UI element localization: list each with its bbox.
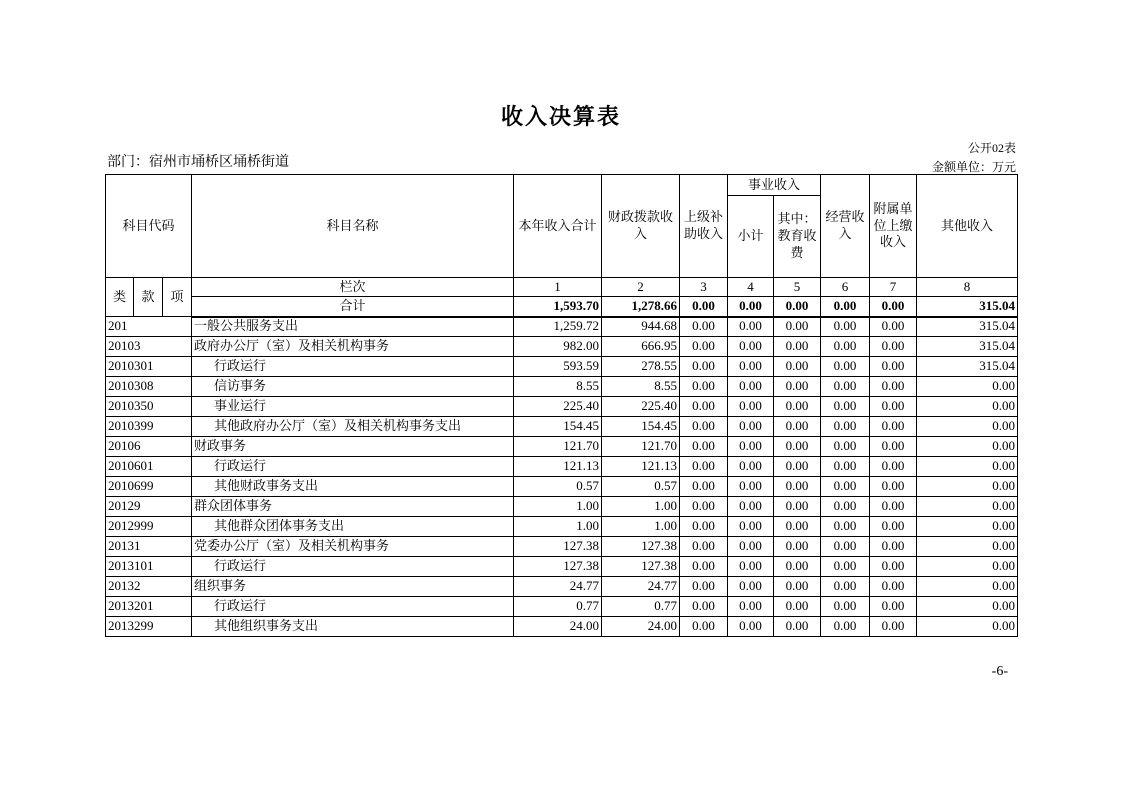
value-cell-col5: 0.00	[774, 617, 821, 637]
value-cell-col5: 0.00	[774, 497, 821, 517]
value-cell-col6: 0.00	[821, 437, 870, 457]
total-value-col2: 1,278.66	[602, 297, 680, 317]
amount-unit-label: 金额单位：万元	[931, 160, 1016, 174]
table-row	[106, 417, 1018, 437]
value-cell-col3: 0.00	[680, 317, 728, 337]
value-cell-col7: 0.00	[870, 557, 917, 577]
subject-name-cell: 信访事务	[192, 377, 514, 397]
total-value-col5: 0.00	[774, 297, 821, 317]
value-cell-col8: 0.00	[917, 477, 1018, 497]
value-cell-col5: 0.00	[774, 317, 821, 337]
value-cell-col1: 127.38	[514, 557, 602, 577]
value-cell-col4: 0.00	[728, 537, 774, 557]
value-cell-col7: 0.00	[870, 597, 917, 617]
value-cell-col4: 0.00	[728, 477, 774, 497]
value-cell-col3: 0.00	[680, 537, 728, 557]
value-cell-col3: 0.00	[680, 337, 728, 357]
header-col-1: 1	[514, 278, 602, 297]
value-cell-col8: 315.04	[917, 317, 1018, 337]
value-cell-col5: 0.00	[774, 337, 821, 357]
value-cell-col2: 278.55	[602, 357, 680, 377]
value-cell-col4: 0.00	[728, 397, 774, 417]
table-row	[106, 397, 1018, 417]
value-cell-col3: 0.00	[680, 597, 728, 617]
value-cell-col7: 0.00	[870, 417, 917, 437]
value-cell-col4: 0.00	[728, 357, 774, 377]
subject-name-cell: 组织事务	[192, 577, 514, 597]
subject-code-cell: 2010308	[106, 377, 192, 397]
value-cell-col1: 982.00	[514, 337, 602, 357]
income-final-accounts-table	[105, 174, 1018, 637]
value-cell-col6: 0.00	[821, 497, 870, 517]
value-cell-col2: 154.45	[602, 417, 680, 437]
subject-name-cell: 党委办公厅（室）及相关机构事务	[192, 537, 514, 557]
subject-code-cell: 2013299	[106, 617, 192, 637]
header-business-income: 事业收入	[728, 175, 821, 196]
value-cell-col4: 0.00	[728, 557, 774, 577]
value-cell-col3: 0.00	[680, 437, 728, 457]
value-cell-col8: 0.00	[917, 517, 1018, 537]
value-cell-col8: 0.00	[917, 557, 1018, 577]
value-cell-col5: 0.00	[774, 537, 821, 557]
table-row	[106, 497, 1018, 517]
value-cell-col7: 0.00	[870, 577, 917, 597]
value-cell-col4: 0.00	[728, 317, 774, 337]
form-number-label: 公开02表	[967, 141, 1016, 155]
value-cell-col5: 0.00	[774, 377, 821, 397]
value-cell-col7: 0.00	[870, 457, 917, 477]
value-cell-col4: 0.00	[728, 517, 774, 537]
value-cell-col6: 0.00	[821, 417, 870, 437]
value-cell-col6: 0.00	[821, 477, 870, 497]
subject-name-cell: 一般公共服务支出	[192, 317, 514, 337]
table-row	[106, 377, 1018, 397]
page-title: 收入决算表	[500, 104, 621, 129]
table-row	[106, 517, 1018, 537]
subject-code-cell: 20106	[106, 437, 192, 457]
value-cell-col2: 0.77	[602, 597, 680, 617]
subject-name-cell: 其他群众团体事务支出	[192, 517, 514, 537]
value-cell-col2: 8.55	[602, 377, 680, 397]
value-cell-col6: 0.00	[821, 457, 870, 477]
total-value-col3: 0.00	[680, 297, 728, 317]
value-cell-col2: 24.00	[602, 617, 680, 637]
value-cell-col3: 0.00	[680, 397, 728, 417]
value-cell-col1: 593.59	[514, 357, 602, 377]
value-cell-col4: 0.00	[728, 437, 774, 457]
value-cell-col5: 0.00	[774, 417, 821, 437]
value-cell-col8: 0.00	[917, 577, 1018, 597]
table-row	[106, 537, 1018, 557]
subject-code-cell: 20131	[106, 537, 192, 557]
table-row	[106, 577, 1018, 597]
value-cell-col4: 0.00	[728, 457, 774, 477]
subject-name-cell: 群众团体事务	[192, 497, 514, 517]
subject-code-cell: 201	[106, 317, 192, 337]
table-row	[106, 457, 1018, 477]
value-cell-col6: 0.00	[821, 537, 870, 557]
value-cell-col5: 0.00	[774, 457, 821, 477]
value-cell-col8: 315.04	[917, 337, 1018, 357]
value-cell-col2: 121.13	[602, 457, 680, 477]
page-number: -6-	[991, 664, 1008, 679]
value-cell-col4: 0.00	[728, 417, 774, 437]
value-cell-col2: 0.57	[602, 477, 680, 497]
subject-name-cell: 政府办公厅（室）及相关机构事务	[192, 337, 514, 357]
header-subject-code: 科目代码	[106, 175, 192, 278]
value-cell-col7: 0.00	[870, 517, 917, 537]
table-header	[106, 175, 1018, 317]
table-row	[106, 317, 1018, 337]
subject-code-cell: 2010699	[106, 477, 192, 497]
value-cell-col8: 0.00	[917, 537, 1018, 557]
value-cell-col7: 0.00	[870, 437, 917, 457]
total-value-col6: 0.00	[821, 297, 870, 317]
subject-name-cell: 其他组织事务支出	[192, 617, 514, 637]
value-cell-col6: 0.00	[821, 317, 870, 337]
subject-name-cell: 其他政府办公厅（室）及相关机构事务支出	[192, 417, 514, 437]
value-cell-col8: 0.00	[917, 437, 1018, 457]
value-cell-col5: 0.00	[774, 577, 821, 597]
header-business-education-fee: 其中：教育收费	[774, 196, 821, 278]
value-cell-col8: 0.00	[917, 377, 1018, 397]
value-cell-col1: 121.70	[514, 437, 602, 457]
header-col-8: 8	[917, 278, 1018, 297]
subject-name-cell: 事业运行	[192, 397, 514, 417]
value-cell-col4: 0.00	[728, 577, 774, 597]
table-row	[106, 557, 1018, 577]
value-cell-col3: 0.00	[680, 577, 728, 597]
total-value-col1: 1,593.70	[514, 297, 602, 317]
value-cell-col2: 944.68	[602, 317, 680, 337]
value-cell-col5: 0.00	[774, 477, 821, 497]
total-row-label: 合计	[192, 297, 514, 317]
value-cell-col4: 0.00	[728, 497, 774, 517]
subject-code-cell: 2010601	[106, 457, 192, 477]
value-cell-col1: 225.40	[514, 397, 602, 417]
value-cell-col7: 0.00	[870, 497, 917, 517]
header-col-2: 2	[602, 278, 680, 297]
value-cell-col3: 0.00	[680, 457, 728, 477]
value-cell-col6: 0.00	[821, 617, 870, 637]
total-value-col4: 0.00	[728, 297, 774, 317]
value-cell-col3: 0.00	[680, 557, 728, 577]
value-cell-col5: 0.00	[774, 357, 821, 377]
table-row	[106, 617, 1018, 637]
subject-code-cell: 2010399	[106, 417, 192, 437]
header-fiscal-appropriation: 财政拨款收入	[602, 175, 680, 278]
value-cell-col2: 127.38	[602, 557, 680, 577]
value-cell-col6: 0.00	[821, 597, 870, 617]
value-cell-col4: 0.00	[728, 597, 774, 617]
header-business-subtotal: 小计	[728, 196, 774, 278]
value-cell-col1: 0.57	[514, 477, 602, 497]
value-cell-col1: 8.55	[514, 377, 602, 397]
header-current-year-total: 本年收入合计	[514, 175, 602, 278]
table-row	[106, 437, 1018, 457]
value-cell-col6: 0.00	[821, 577, 870, 597]
header-operating-income: 经营收入	[821, 175, 870, 278]
value-cell-col1: 1.00	[514, 497, 602, 517]
subject-code-cell: 2010301	[106, 357, 192, 377]
value-cell-col3: 0.00	[680, 357, 728, 377]
subject-code-cell: 20103	[106, 337, 192, 357]
value-cell-col2: 121.70	[602, 437, 680, 457]
header-col-5: 5	[774, 278, 821, 297]
value-cell-col1: 0.77	[514, 597, 602, 617]
value-cell-col6: 0.00	[821, 357, 870, 377]
header-lanci: 栏次	[192, 278, 514, 297]
value-cell-col3: 0.00	[680, 417, 728, 437]
table-row	[106, 477, 1018, 497]
value-cell-col3: 0.00	[680, 477, 728, 497]
total-value-col7: 0.00	[870, 297, 917, 317]
value-cell-col8: 0.00	[917, 497, 1018, 517]
value-cell-col2: 225.40	[602, 397, 680, 417]
value-cell-col5: 0.00	[774, 557, 821, 577]
header-col-4: 4	[728, 278, 774, 297]
value-cell-col6: 0.00	[821, 557, 870, 577]
subject-code-cell: 20132	[106, 577, 192, 597]
subject-code-cell: 20129	[106, 497, 192, 517]
subject-code-cell: 2010350	[106, 397, 192, 417]
header-col-6: 6	[821, 278, 870, 297]
value-cell-col4: 0.00	[728, 337, 774, 357]
value-cell-col3: 0.00	[680, 497, 728, 517]
value-cell-col5: 0.00	[774, 437, 821, 457]
value-cell-col2: 1.00	[602, 497, 680, 517]
header-code-xiang: 项	[163, 278, 192, 317]
department-label: 部门：宿州市埇桥区埇桥街道	[107, 155, 289, 170]
value-cell-col8: 0.00	[917, 597, 1018, 617]
value-cell-col1: 24.00	[514, 617, 602, 637]
value-cell-col1: 121.13	[514, 457, 602, 477]
subject-name-cell: 行政运行	[192, 357, 514, 377]
value-cell-col5: 0.00	[774, 517, 821, 537]
subject-code-cell: 2013101	[106, 557, 192, 577]
value-cell-col6: 0.00	[821, 397, 870, 417]
value-cell-col5: 0.00	[774, 397, 821, 417]
header-superior-subsidy: 上级补助收入	[680, 175, 728, 278]
value-cell-col8: 0.00	[917, 457, 1018, 477]
subject-name-cell: 行政运行	[192, 457, 514, 477]
value-cell-col7: 0.00	[870, 537, 917, 557]
value-cell-col3: 0.00	[680, 517, 728, 537]
value-cell-col7: 0.00	[870, 317, 917, 337]
subject-name-cell: 其他财政事务支出	[192, 477, 514, 497]
total-row	[106, 297, 1018, 317]
header-subject-name: 科目名称	[192, 175, 514, 278]
header-col-3: 3	[680, 278, 728, 297]
value-cell-col8: 0.00	[917, 417, 1018, 437]
value-cell-col7: 0.00	[870, 337, 917, 357]
subject-code-cell: 2013201	[106, 597, 192, 617]
value-cell-col3: 0.00	[680, 377, 728, 397]
header-affiliated-remit: 附属单位上缴收入	[870, 175, 917, 278]
value-cell-col6: 0.00	[821, 337, 870, 357]
value-cell-col7: 0.00	[870, 617, 917, 637]
total-value-col8: 315.04	[917, 297, 1018, 317]
value-cell-col1: 1,259.72	[514, 317, 602, 337]
subject-code-cell: 2012999	[106, 517, 192, 537]
value-cell-col8: 315.04	[917, 357, 1018, 377]
subject-name-cell: 行政运行	[192, 597, 514, 617]
value-cell-col4: 0.00	[728, 377, 774, 397]
value-cell-col1: 127.38	[514, 537, 602, 557]
value-cell-col8: 0.00	[917, 397, 1018, 417]
value-cell-col5: 0.00	[774, 597, 821, 617]
value-cell-col1: 1.00	[514, 517, 602, 537]
value-cell-col1: 24.77	[514, 577, 602, 597]
table-row	[106, 597, 1018, 617]
value-cell-col1: 154.45	[514, 417, 602, 437]
value-cell-col7: 0.00	[870, 397, 917, 417]
header-col-7: 7	[870, 278, 917, 297]
table-row	[106, 357, 1018, 377]
subject-name-cell: 财政事务	[192, 437, 514, 457]
value-cell-col6: 0.00	[821, 517, 870, 537]
value-cell-col7: 0.00	[870, 357, 917, 377]
header-code-kuan: 款	[134, 278, 163, 317]
value-cell-col3: 0.00	[680, 617, 728, 637]
value-cell-col7: 0.00	[870, 477, 917, 497]
header-code-lei: 类	[106, 278, 134, 317]
header-other-income: 其他收入	[917, 175, 1018, 278]
value-cell-col2: 127.38	[602, 537, 680, 557]
value-cell-col2: 1.00	[602, 517, 680, 537]
subject-name-cell: 行政运行	[192, 557, 514, 577]
table-row	[106, 337, 1018, 357]
value-cell-col7: 0.00	[870, 377, 917, 397]
value-cell-col8: 0.00	[917, 617, 1018, 637]
value-cell-col6: 0.00	[821, 377, 870, 397]
value-cell-col2: 666.95	[602, 337, 680, 357]
value-cell-col2: 24.77	[602, 577, 680, 597]
table-body	[106, 317, 1018, 637]
value-cell-col4: 0.00	[728, 617, 774, 637]
